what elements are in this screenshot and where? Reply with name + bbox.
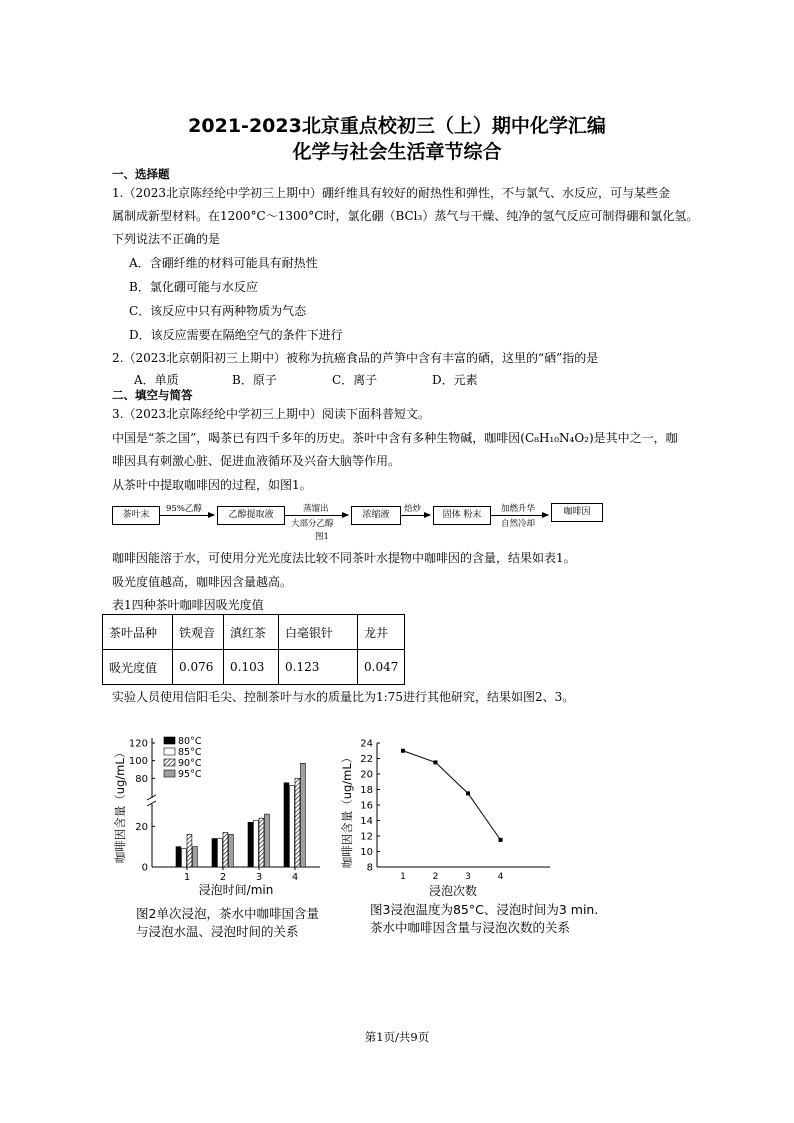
flow-box-tea-powder: 茶叶末 (112, 506, 160, 525)
table-cell: 龙井 (358, 615, 405, 650)
table-cell: 0.076 (173, 650, 224, 685)
y-tick-label: 22 (360, 754, 373, 765)
section-heading-choice: 一、选择题 (112, 167, 170, 181)
table-cell: 0.047 (358, 650, 405, 685)
data-point (499, 838, 503, 842)
bar-chart-fig2 (110, 730, 340, 898)
y-axis-label: 咖啡因含量（ug/mL） (113, 746, 127, 864)
y-tick-label: 12 (360, 831, 373, 843)
table-row (103, 650, 405, 685)
bar (229, 834, 234, 867)
q1-text-line3: 下列说法不正确的是 (112, 232, 221, 246)
q2-option-c: C．离子 (332, 373, 378, 387)
q3-table-title: 表1四种茶叶咖啡因吸光度值 (112, 598, 264, 612)
flow-label-most-ethanol: 大部分乙醇 (291, 519, 334, 529)
legend-swatch (164, 737, 175, 744)
legend-swatch (164, 770, 175, 777)
flow-label-roast: 焙炒 (404, 504, 422, 514)
table-cell: 吸光度值 (103, 650, 173, 685)
y-tick-label: 24 (360, 738, 373, 750)
flow-arrow-3 (400, 515, 430, 516)
bar (223, 832, 228, 867)
flow-box-caffeine: 咖啡因 (551, 503, 603, 522)
q1-option-c: C．该反应中只有两种物质为气态 (129, 304, 307, 318)
bar (212, 839, 217, 867)
line-chart-fig3 (335, 730, 585, 898)
legend-label: 95°C (178, 769, 202, 780)
q3-text-line7: 实验人员使用信阳毛尖、控制茶叶与水的质量比为1:75进行其他研究，结果如图2、3。 (112, 690, 575, 704)
data-point (401, 749, 405, 753)
doc-title-line2: 化学与社会生活章节综合 (292, 141, 502, 163)
table-cell: 铁观音 (173, 615, 224, 650)
x-tick-label: 3 (465, 872, 471, 882)
x-axis-label: 浸泡时间/min (198, 883, 274, 897)
legend-swatch (164, 759, 175, 766)
flow-arrow-2 (284, 515, 348, 516)
y-tick-label: 14 (360, 816, 373, 827)
q3-text-line1: 3.（2023北京陈经纶中学初三上期中）阅读下面科普短文。 (112, 407, 430, 421)
table-cell: 茶叶品种 (103, 615, 173, 650)
y-tick-label: 100 (128, 756, 148, 768)
x-tick-label: 2 (432, 872, 439, 882)
q2-option-b: B．原子 (232, 373, 277, 387)
q3-text-line5: 咖啡因能溶于水，可使用分光光度法比较不同茶叶水提物中咖啡因的含量，结果如表1。 (112, 551, 576, 565)
flow-box-solid-powder: 固体 粉末 (433, 506, 491, 525)
x-tick-label: 2 (219, 872, 227, 883)
series-line (403, 751, 501, 840)
y-tick-label: 20 (360, 769, 373, 781)
section-heading-fill: 二、填空与简答 (112, 388, 193, 402)
q1-option-d: D．该反应需要在隔绝空气的条件下进行 (129, 328, 343, 342)
x-tick-label: 1 (400, 872, 406, 882)
bar (218, 839, 223, 867)
flow-box-ethanol-extract: 乙醇提取液 (217, 506, 285, 525)
bar (182, 849, 187, 867)
fig3-caption-line2: 茶水中咖啡因含量与浸泡次数的关系 (370, 920, 571, 935)
q1-option-b: B．氯化硼可能与水反应 (129, 280, 258, 294)
legend-label: 85°C (178, 747, 202, 758)
legend-label: 80°C (178, 736, 202, 747)
x-tick-label: 1 (183, 872, 191, 883)
x-tick-label: 4 (497, 872, 504, 882)
y-axis-label: 咖啡因含量（ug/mL） (340, 751, 354, 869)
q2-option-a: A．单质 (134, 373, 179, 387)
legend-label: 90°C (178, 758, 202, 769)
bar (254, 820, 259, 867)
q2-text-line1: 2.（2023北京朝阳初三上期中）被称为抗癌食品的芦笋中含有丰富的硒，这里的“硒”指的是 (112, 351, 599, 365)
fig2-caption-line2: 与浸泡水温、浸泡时间的关系 (136, 924, 299, 939)
bar (259, 818, 264, 867)
fig2-caption-line1: 图2单次浸泡，茶水中咖啡国含量 (136, 906, 319, 921)
y-tick-label: 80 (135, 773, 148, 785)
table-cell: 0.123 (279, 650, 358, 685)
bar (290, 785, 295, 867)
bar (187, 834, 192, 867)
x-axis-label: 浸泡次数 (428, 884, 478, 898)
y-tick-label: 20 (135, 821, 148, 833)
data-point (434, 760, 438, 764)
x-tick-label: 4 (291, 872, 299, 883)
table-cell: 白毫银针 (279, 615, 358, 650)
q1-text-line2: 属制成新型材料。在1200°C～1300°C时，氯化硼（BCl₃）蒸气与干燥、纯净的氢气反应可制得硼和氯化氢。 (112, 209, 699, 223)
flow-label-cooling: 自然冷却 (501, 519, 536, 529)
bar (248, 822, 253, 867)
flow-label-ethanol: 95%乙醇 (166, 504, 202, 514)
bar (265, 814, 270, 867)
doc-title-line1: 2021-2023北京重点校初三（上）期中化学汇编 (188, 115, 606, 137)
flow-label-distill: 蒸馏出 (303, 504, 329, 514)
table-cell: 0.103 (224, 650, 279, 685)
y-tick-label: 10 (360, 847, 373, 858)
table-row (103, 615, 405, 650)
y-tick-label: 0 (141, 862, 148, 874)
bar (284, 783, 289, 867)
y-tick-label: 8 (366, 862, 373, 874)
q3-text-line4: 从茶叶中提取咖啡因的过程，如图1。 (112, 478, 312, 492)
legend-swatch (164, 748, 175, 755)
bar (176, 847, 181, 867)
q2-option-d: D．元素 (432, 373, 478, 387)
q1-option-a: A．含硼纤维的材料可能具有耐热性 (129, 256, 318, 270)
fig3-caption-line1: 图3浸泡温度为85°C、浸泡时间为3 min. (370, 902, 599, 917)
x-tick-label: 3 (255, 872, 263, 883)
data-point (466, 791, 470, 795)
q3-text-line3: 啡因具有刺激心脏、促进血液循环及兴奋大脑等作用。 (112, 454, 401, 468)
flow-label-sublimation: 加燃升华 (501, 504, 536, 514)
bar (301, 763, 306, 867)
flow-caption: 图1 (315, 532, 329, 542)
flow-arrow-4 (490, 515, 548, 516)
bar (295, 778, 300, 867)
y-tick-label: 16 (360, 800, 373, 812)
q3-text-line6: 吸光度值越高，咖啡因含量越高。 (112, 575, 293, 589)
table-cell: 滇红茶 (224, 615, 279, 650)
page-footer: 第1页/共9页 (364, 1030, 430, 1044)
q1-text-line1: 1.（2023北京陈经纶中学初三上期中）硼纤维具有较好的耐热性和弹性，不与氯气、水反应，可与某些金 (112, 186, 670, 200)
y-tick-label: 18 (360, 785, 373, 796)
flow-box-concentrate: 浓缩液 (351, 506, 401, 525)
q3-text-line2: 中国是“茶之国”，喝茶已有四千多年的历史。茶叶中含有多种生物碱，咖啡因(C₈H₁₀N₄O₂)是其中之一，咖 (112, 431, 678, 445)
absorbance-table (102, 614, 405, 685)
y-tick-label: 120 (128, 738, 148, 750)
bar (193, 847, 198, 867)
flow-arrow-1 (159, 515, 214, 516)
